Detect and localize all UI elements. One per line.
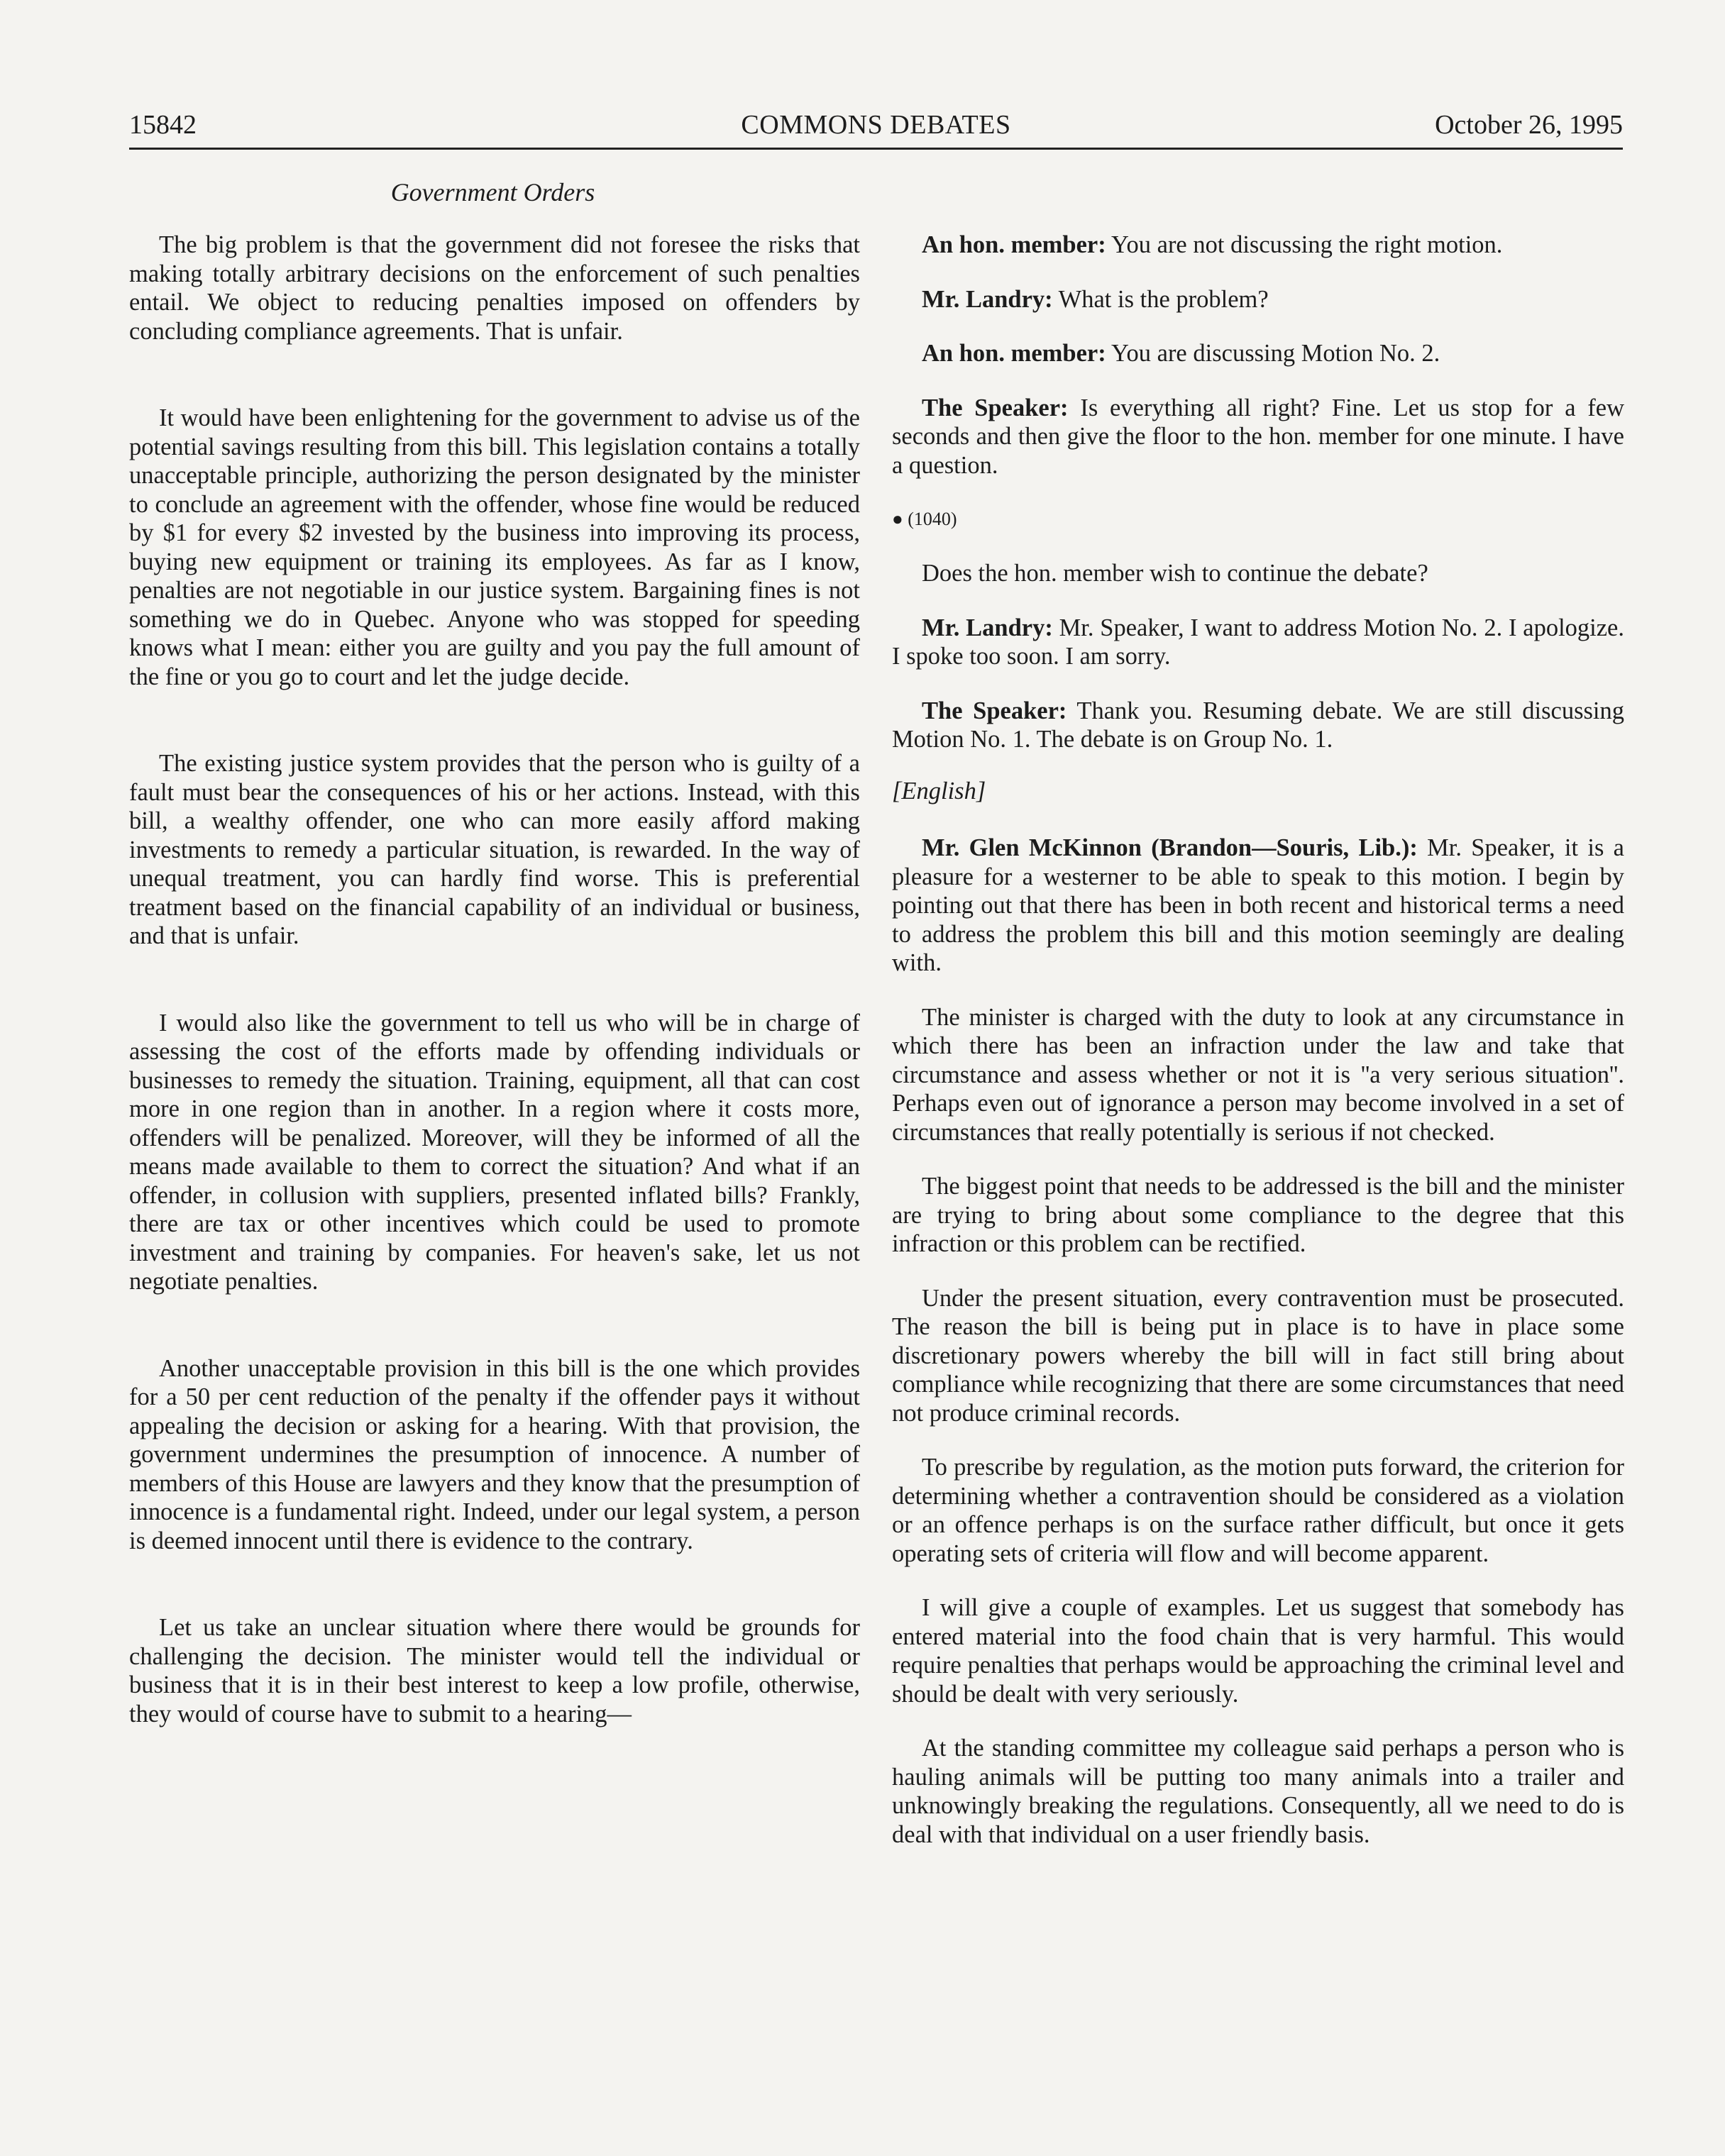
paragraph: The existing justice system provides that the person who is guilty of a fault must bear the consequences of his or her actions. Instead, with this bill, a wealthy offender, one who can more easily afford making investments to remedy a particular situation, is rewarded. In the way of unequal treatment, you can hardly find worse. This is preferential treatment based on the financial capability of an individual or business, and that is unfair. [129,750,860,949]
paragraph: The big problem is that the government did not foresee the risks that making totally arbitrary decisions on the enforcement of such penalties entail. We object to reducing penalties imposed on offenders by concluding compliance agreements. That is unfair. [129,231,860,345]
time-marker [892,505,1624,534]
speaker-name: An hon. member: [922,231,1106,258]
speaker-name: An hon. member: [922,340,1106,367]
paragraph: To prescribe by regulation, as the motion puts forward, the criterion for determining whether a contravention should be considered as a violation or an offence perhaps is on the surface rather difficult, but once it gets operating sets of criteria will flow and will become apparent. [892,1454,1624,1567]
speech [892,614,1624,671]
left-column [129,231,860,1786]
speech-text: Is everything all right? Fine. Let us stop for a few seconds and then give the floor to the hon. member for one minute. I have a question. [892,394,1625,479]
right-column [892,231,1624,1874]
speech-text: Mr. Speaker, it is a pleasure for a westerner to be able to speak to this motion. I begin by pointing out that there has been in both recent and historical terms a need to address the problem this bill and this motion seemingly are dealing with. [892,834,1624,976]
paragraph: Does the hon. member wish to continue the debate? [922,560,1428,587]
page-date: October 26, 1995 [1435,110,1623,140]
speech-text: Mr. Speaker, I want to address Motion No. 2. I apologize. I spoke too soon. I am sorry. [892,614,1624,670]
speech-text: You are discussing Motion No. 2. [1106,340,1440,367]
speaker-name: Mr. Glen McKinnon (Brandon—Souris, Lib.): [922,834,1418,861]
paragraph: Another unacceptable provision in this bill is the one which provides for a 50 per cent reduction of the penalty if the offender pays it without appealing the decision or asking for a hearing. With that provision, the government undermines the presumption of innocence. A number of members of this House are lawyers and they know that the presumption of innocence is a fundamental right. Indeed, under our legal system, a person is deemed innocent until there is evidence to the contrary. [129,1354,860,1554]
speaker-name: Mr. Landry: [922,285,1053,313]
paragraph: At the standing committee my colleague said perhaps a person who is hauling animals will be putting too many animals into a trailer and unknowingly breaking the regulations. Consequently, all we need to do is deal with that individual on a user friendly basis. [892,1735,1624,1848]
speech-text: You are not discussing the right motion. [1106,231,1503,258]
paragraph: It would have been enlightening for the government to advise us of the potential savings resulting from this bill. This legislation contains a totally unacceptable principle, authorizing the person designated by the minister to conclude an agreement with the offender, whose fine would be reduced by $1 for every $2 invested by the business into improving its process, buying new equipment or training its employees. As far as I know, penalties are not negotiable in our justice system. Bargaining fines is not something we do in Quebec. Anyone who was stopped for speeding knows what I mean: either you are guilty and you pay the full amount of the fine or you go to court and let the judge decide. [129,404,860,690]
speech [892,231,1624,260]
speech [892,339,1624,368]
header-rule [129,148,1623,150]
speech [892,834,1624,978]
paragraph: I would also like the government to tell us who will be in charge of assessing the cost of the efforts made by offending individuals or businesses to remedy the situation. Training, equipment, all that can cost more in one region than in another. In a region where it costs more, offenders will be penalized. Moreover, will they be informed of all the means made available to them to correct the situation? And what if an offender, in collusion with suppliers, presented inflated bills? Frankly, there are tax or other incentives which could be used to promote investment and training by companies. For heaven's sake, let us not negotiate penalties. [129,1009,860,1295]
speech-text: Thank you. Resuming debate. We are still discussing Motion No. 1. The debate is on Group No. 1. [892,697,1625,753]
paragraph: Let us take an unclear situation where there would be grounds for challenging the decision. The minister would tell the individual or business that it is in their best interest to keep a low profile, otherwise, they would of course have to submit to a hearing— [129,1614,860,1727]
speech [892,285,1624,314]
paragraph: Under the present situation, every contravention must be prosecuted. The reason the bill is being put in place is to have in place some discretionary powers whereby the bill will in fact still bring about compliance while recognizing that there are some circumstances that need not produce criminal records. [892,1284,1624,1427]
speaker-name: The Speaker: [922,394,1069,421]
paragraph: The biggest point that needs to be addressed is the bill and the minister are trying to bring about some compliance to the degree that this infraction or this problem can be rectified. [892,1173,1624,1257]
speech-text: What is the problem? [1052,285,1269,313]
publication-title: COMMONS DEBATES [741,110,1011,140]
speech [892,697,1624,754]
speaker-name: The Speaker: [922,697,1067,724]
bullet-icon: ● [892,509,903,529]
language-tag: [English] [892,777,986,805]
section-label: Government Orders [390,178,595,206]
paragraph: I will give a couple of examples. Let us suggest that somebody has entered material into the food chain that is very harmful. This would require penalties that perhaps would be approaching the criminal level and should be dealt with very seriously. [892,1594,1624,1708]
time-stamp: (1040) [908,509,957,529]
speaker-name: Mr. Landry: [922,614,1053,641]
paragraph: The minister is charged with the duty to look at any circumstance in which there has been an infraction under the law and take that circumstance and assess whether or not it is ''a very serious situation''. Perhaps even out of ignorance a person may become involved in a set of circumstances that really potentially is serious if not checked. [892,1003,1624,1146]
speech [892,394,1624,480]
page-number: 15842 [129,110,197,140]
page-header [129,105,1623,148]
